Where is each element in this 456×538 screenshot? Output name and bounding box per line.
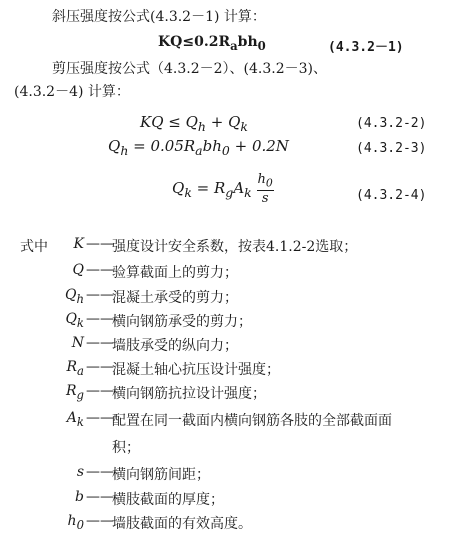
definition-text: 横向钢筋承受的剪力；: [112, 314, 252, 330]
symbol-sub: k: [76, 414, 84, 429]
symbol-main: Q: [72, 262, 84, 278]
symbol-sub: a: [77, 363, 84, 378]
defs-label: 式中: [20, 239, 48, 255]
symbol-main: R: [65, 383, 77, 399]
eq4-fraction-numerator: [257, 172, 274, 191]
eq2-sub1: h: [197, 119, 206, 134]
eq2-sub2: k: [240, 119, 248, 134]
eq4-num-h: h: [257, 172, 266, 187]
definition-symbol: [44, 410, 84, 429]
formula-1-text: KQ≤0.2R: [158, 34, 231, 50]
equation-4-3-2-4: [172, 172, 274, 206]
eq3-sub2: a: [195, 143, 203, 158]
equation-number-3: (4.3.2-3): [356, 141, 427, 156]
formula-1-number: (4.3.2－1): [328, 40, 404, 55]
eq4-fraction-denominator: s: [261, 190, 269, 206]
equation-number-4: (4.3.2-4): [356, 188, 427, 203]
eq2-part: KQ ≤ Q: [140, 113, 198, 131]
definition-symbol: [44, 464, 84, 480]
definition-text: 强度设计安全系数，按表4.1.2-2选取；: [112, 239, 358, 255]
eq3-part: Q: [108, 137, 121, 155]
symbol-sub: g: [76, 387, 84, 402]
definition-dash: ——: [86, 262, 114, 278]
equation-4-3-2-3: [108, 137, 289, 158]
definition-text: 混凝土承受的剪力；: [112, 290, 238, 306]
eq4-a-sub: k: [244, 184, 252, 200]
symbol-main: s: [76, 464, 84, 480]
equation-number-2: (4.3.2-2): [356, 116, 427, 131]
definition-dash: ——: [86, 311, 114, 327]
intro-line-2: 剪压强度按公式（4.3.2－2）、(4.3.2－3)、: [52, 61, 327, 77]
eq4-a: A: [233, 178, 245, 197]
definition-symbol: [44, 359, 84, 378]
formula-1: [158, 34, 266, 53]
equation-4-3-2-2: [140, 113, 248, 134]
definition-dash: ——: [86, 410, 114, 426]
eq3-mid: = 0.05R: [128, 137, 196, 155]
symbol-sub: 0: [76, 517, 84, 532]
intro-line-3: (4.3.2－4) 计算：: [14, 84, 130, 100]
definition-dash: ——: [86, 513, 114, 529]
definition-text: 墙肢承受的纵向力；: [112, 338, 238, 354]
definition-text: 混凝土轴心抗压设计强度；: [112, 362, 280, 378]
definition-symbol: [44, 262, 84, 278]
eq3-sub3: 0: [221, 143, 230, 158]
intro-line-1: 斜压强度按公式(4.3.2－1) 计算：: [52, 9, 266, 25]
definition-dash: ——: [86, 489, 114, 505]
definition-symbol: [44, 489, 84, 505]
definition-symbol: [44, 236, 84, 252]
eq4-rhs: = R: [191, 178, 226, 197]
symbol-sub: k: [76, 315, 84, 330]
definition-dash: ——: [86, 287, 114, 303]
symbol-main: h: [67, 513, 77, 529]
symbol-main: b: [75, 489, 84, 505]
eq4-fraction: [257, 172, 274, 206]
definition-symbol: [44, 287, 84, 306]
symbol-main: A: [66, 410, 77, 426]
definition-text: 验算截面上的剪力；: [112, 265, 238, 281]
symbol-main: R: [66, 359, 78, 375]
definition-text: 横肢截面的厚度；: [112, 492, 224, 508]
symbol-main: Q: [65, 311, 77, 327]
symbol-main: Q: [65, 287, 77, 303]
eq4-num-sub: 0: [265, 176, 273, 190]
definition-dash: ——: [86, 236, 114, 252]
formula-1-sub2: 0: [257, 38, 266, 53]
definition-dash: ——: [86, 335, 114, 351]
definition-symbol: [44, 311, 84, 330]
eq4-lhs: Q: [172, 178, 185, 197]
symbol-main: K: [73, 236, 84, 252]
eq3-tail: + 0.2N: [229, 137, 289, 155]
formula-1-sub: a: [230, 38, 238, 53]
eq4-rhs-sub: g: [225, 184, 234, 200]
symbol-sub: h: [76, 291, 84, 306]
definition-symbol: [44, 383, 84, 402]
definition-text: 横向钢筋间距；: [112, 467, 210, 483]
formula-1-rest: bh: [237, 34, 258, 50]
definition-dash: ——: [86, 464, 114, 480]
definition-text-continued: 积；: [112, 440, 140, 456]
definition-symbol: [44, 335, 84, 351]
definition-text: 墙肢截面的有效高度。: [112, 516, 252, 532]
eq4-lhs-sub: k: [184, 184, 192, 200]
definition-dash: ——: [86, 359, 114, 375]
symbol-main: N: [71, 335, 84, 351]
definition-text: 配置在同一截面内横向钢筋各肢的全部截面面: [112, 413, 392, 429]
definition-symbol: [44, 513, 84, 532]
definition-dash: ——: [86, 383, 114, 399]
eq3-rest: bh: [202, 137, 222, 155]
eq3-sub1: h: [120, 143, 129, 158]
eq2-mid: + Q: [205, 113, 241, 131]
definition-text: 横向钢筋抗拉设计强度；: [112, 386, 266, 402]
